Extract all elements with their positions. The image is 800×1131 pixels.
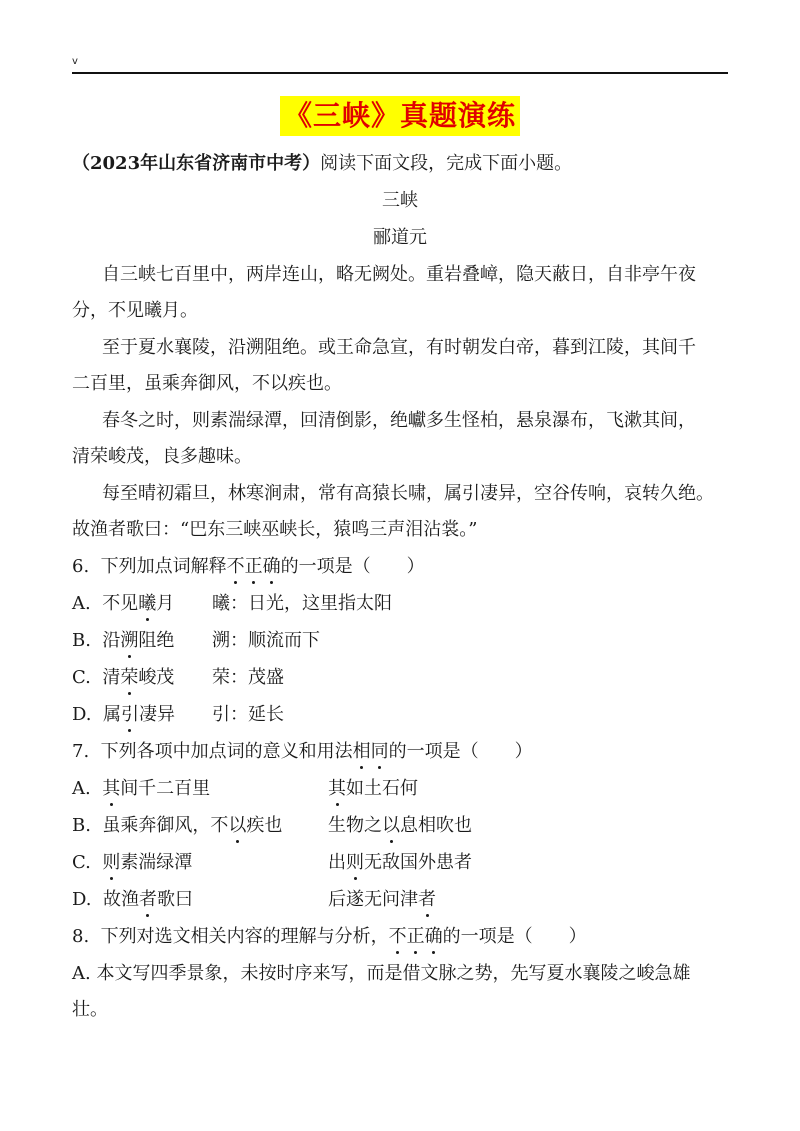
q6-option-a[interactable] [72, 592, 732, 616]
passage-line: 分，不见曦月。 [72, 300, 198, 321]
option-text: 疾也 [246, 815, 283, 836]
q7-option-d[interactable] [72, 888, 732, 912]
option-text: 虽乘奔御风，不 [102, 815, 229, 836]
passage-title: 三峡 [382, 190, 418, 211]
option-text: 阻绝 [138, 630, 175, 651]
passage-line: 故渔者歌曰：“巴东三峡巫峡长，猿鸣三声泪沾裳。” [72, 519, 478, 540]
option-text: 峻茂 [138, 667, 175, 688]
option-label: A. [72, 778, 91, 799]
option-compare: 其如土石何 [328, 778, 418, 799]
option-text: 本文写四季景象，未按时序来写，而是借文脉之势，先写夏水襄陵之峻急雄 [96, 963, 691, 984]
option-text: 属 [102, 704, 121, 725]
option-text: 月 [156, 593, 175, 614]
title-container [0, 96, 800, 136]
question-number: 6. [72, 556, 90, 577]
stem-text: 的一项是（ ） [388, 741, 533, 762]
option-text: 沿 [102, 630, 121, 651]
dotted-word: 引 [120, 704, 139, 725]
header-mark: v [72, 56, 78, 67]
question-7-stem [72, 740, 732, 764]
option-label: C. [72, 667, 91, 688]
stem-text: 下列各项中加点词的意义和用法 [100, 741, 353, 762]
question-number: 7. [72, 741, 90, 762]
q7-option-c[interactable] [72, 851, 732, 875]
q8-option-a[interactable] [72, 962, 732, 986]
option-gloss: 荣：茂盛 [212, 667, 284, 688]
emphasis-dotted: 不正确 [226, 556, 281, 577]
passage-line: 二百里，虽乘奔御风，不以疾也。 [72, 373, 342, 394]
passage-author: 郦道元 [373, 227, 427, 248]
passage-line: 每至晴初霜旦，林寒涧肃，常有高猿长啸，属引凄异，空谷传响，哀转久绝。 [102, 483, 714, 504]
q6-option-c[interactable] [72, 666, 732, 690]
header-rule [72, 72, 728, 74]
question-number: 8. [72, 926, 90, 947]
option-text: 间千二百里 [120, 778, 211, 799]
dotted-word: 者 [138, 889, 157, 910]
dotted-word: 荣 [120, 667, 139, 688]
exam-source: （2023年山东省济南市中考） [72, 153, 321, 174]
option-label: C. [72, 852, 91, 873]
q6-option-b[interactable] [72, 629, 732, 653]
stem-text: 的一项是（ ） [280, 556, 425, 577]
option-label: D. [72, 704, 92, 725]
option-compare: 出则无敌国外患者 [328, 852, 472, 873]
passage-line: 至于夏水襄陵，沿溯阻绝。或王命急宣，有时朝发白帝，暮到江陵，其间千 [102, 337, 696, 358]
option-text: 不见 [102, 593, 139, 614]
dotted-word: 溯 [120, 630, 139, 651]
passage-line: 清荣峻茂，良多趣味。 [72, 446, 252, 467]
emphasis-dotted: 相同 [352, 741, 389, 762]
option-gloss: 溯：顺流而下 [212, 630, 320, 651]
dotted-word: 以 [228, 815, 247, 836]
q7-option-a[interactable] [72, 777, 732, 801]
dotted-word: 其 [102, 778, 121, 799]
q7-option-b[interactable] [72, 814, 732, 838]
dotted-word: 曦 [138, 593, 157, 614]
option-text: 歌曰 [156, 889, 193, 910]
stem-text: 下列加点词解释 [100, 556, 227, 577]
question-8-stem [72, 925, 732, 949]
page-title: 《三峡》真题演练 [280, 96, 520, 136]
option-label: D. [72, 889, 92, 910]
option-label: B. [72, 630, 91, 651]
passage-line: 自三峡七百里中，两岸连山，略无阙处。重岩叠嶂，隐天蔽日，自非亭午夜 [102, 264, 696, 285]
option-text: 故渔 [102, 889, 139, 910]
stem-text: 下列对选文相关内容的理解与分析， [100, 926, 389, 947]
stem-text: 的一项是（ ） [442, 926, 587, 947]
option-text: 凄异 [138, 704, 175, 725]
option-compare: 生物之以息相吹也 [328, 815, 472, 836]
dotted-word: 则 [102, 852, 121, 873]
emphasis-dotted: 不正确 [388, 926, 443, 947]
option-label: B. [72, 815, 91, 836]
option-gloss: 曦：日光，这里指太阳 [212, 593, 392, 614]
option-label: A. [72, 963, 91, 984]
q8-option-a-continued: 壮。 [72, 999, 108, 1020]
option-gloss: 引：延长 [212, 704, 284, 725]
option-text: 素湍绿潭 [120, 852, 193, 873]
option-label: A. [72, 593, 91, 614]
intro-line [72, 152, 732, 176]
option-compare: 后遂无问津者 [328, 889, 436, 910]
passage-line: 春冬之时，则素湍绿潭，回清倒影，绝巘多生怪柏，悬泉瀑布，飞漱其间， [102, 410, 696, 431]
question-6-stem [72, 555, 732, 579]
q6-option-d[interactable] [72, 703, 732, 727]
instruction: 阅读下面文段，完成下面小题。 [320, 153, 573, 174]
option-text: 清 [102, 667, 121, 688]
